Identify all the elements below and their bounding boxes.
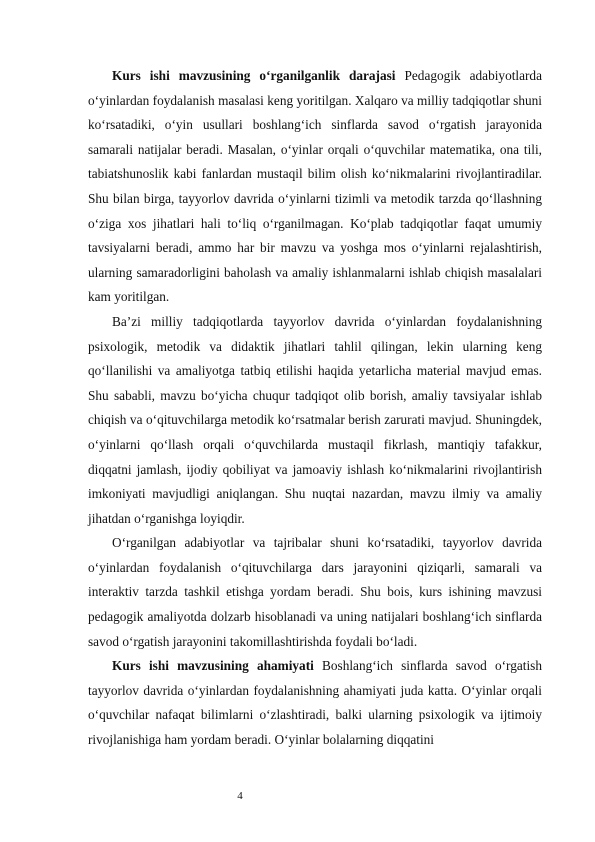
- page-number: 4: [237, 790, 243, 802]
- paragraph-text: Ba’zi milliy tadqiqotlarda tayyorlov davrida o‘yinlardan foydalanishning psixologik, metodik va didaktik jihatlari tahlil qilingan, lekin ularning keng qo‘llanilishi va amaliyotga tatbiq etilishi haqida yetarlicha material mavjud emas. Shu sababli, mavzu bo‘yicha chuqur tadqiqot olib borish, amaliy tavsiyalar ishlab chiqish va o‘qituvchilarga metodik ko‘rsatmalar berish zarurati mavjud. Shuningdek, o‘yinlarni qo‘llash orqali o‘quvchilarda mustaqil fikrlash, mantiqiy tafakkur, diqqatni jamlash, ijodiy qobiliyat va jamoaviy ishlash ko‘nikmalarini rivojlantirish imkoniyati mavjudligi aniqlangan. Shu nuqtai nazardan, mavzu ilmiy va amaliy jihatdan o‘rganishga loyiqdir.: [88, 313, 542, 526]
- paragraph-text: Boshlang‘ich sinflarda savod o‘rgatish tayyorlov davrida o‘yinlardan foydalanishning ahamiyati juda katta. O‘yinlar orqali o‘quvchilar nafaqat bilimlarni o‘zlashtiradi, balki ularning psixologik va ijtimoiy rivojlanishiga ham yordam beradi. O‘yinlar bolalarning diqqatini: [88, 658, 542, 748]
- document-body: [88, 64, 542, 753]
- paragraph-text: Pedagogik adabiyotlarda o‘yinlardan foydalanish masalasi keng yoritilgan. Xalqaro va milliy tadqiqotlar shuni ko‘rsatadiki, o‘yin usullari boshlang‘ich sinflarda savod o‘rgatish jarayonida samarali natijalar beradi. Masalan, o‘yinlar orqali o‘quvchilar matematika, ona tili, tabiatshunoslik kabi fanlardan mustaqil bilim olish ko‘nikmalarini rivojlantiradilar. Shu bilan birga, tayyorlov davrida o‘yinlarni tizimli va metodik tarzda qo‘llashning o‘ziga xos jihatlari hali to‘liq o‘rganilmagan. Ko‘plab tadqiqotlar faqat umumiy tavsiyalarni beradi, ammo har bir mavzu va yoshga mos o‘yinlarni rejalashtirish, ularning samaradorligini baholash va amaliy ishlanmalarni ishlab chiqish masalalari kam yoritilgan.: [88, 68, 542, 305]
- paragraph-literature-conclusion: [88, 531, 542, 654]
- paragraph-study-level: [88, 64, 542, 310]
- paragraph-text: O‘rganilgan adabiyotlar va tajribalar shuni ko‘rsatadiki, tayyorlov davrida o‘yinlardan foydalanish o‘qituvchilarga dars jarayonini qiziqarli, samarali va interaktiv tarzda tashkil etishga yordam beradi. Shu bois, kurs ishining mavzusi pedagogik amaliyotda dolzarb hisoblanadi va uning natijalari boshlang‘ich sinflarda savod o‘rgatish jarayonini takomillashtirishda foydali bo‘ladi.: [88, 535, 542, 649]
- paragraph-topic-importance: [88, 654, 542, 752]
- paragraph-national-research: [88, 310, 542, 531]
- paragraph-heading: Kurs ishi mavzusining o‘rganilganlik darajasi: [112, 68, 396, 83]
- paragraph-heading: Kurs ishi mavzusining ahamiyati: [112, 658, 314, 674]
